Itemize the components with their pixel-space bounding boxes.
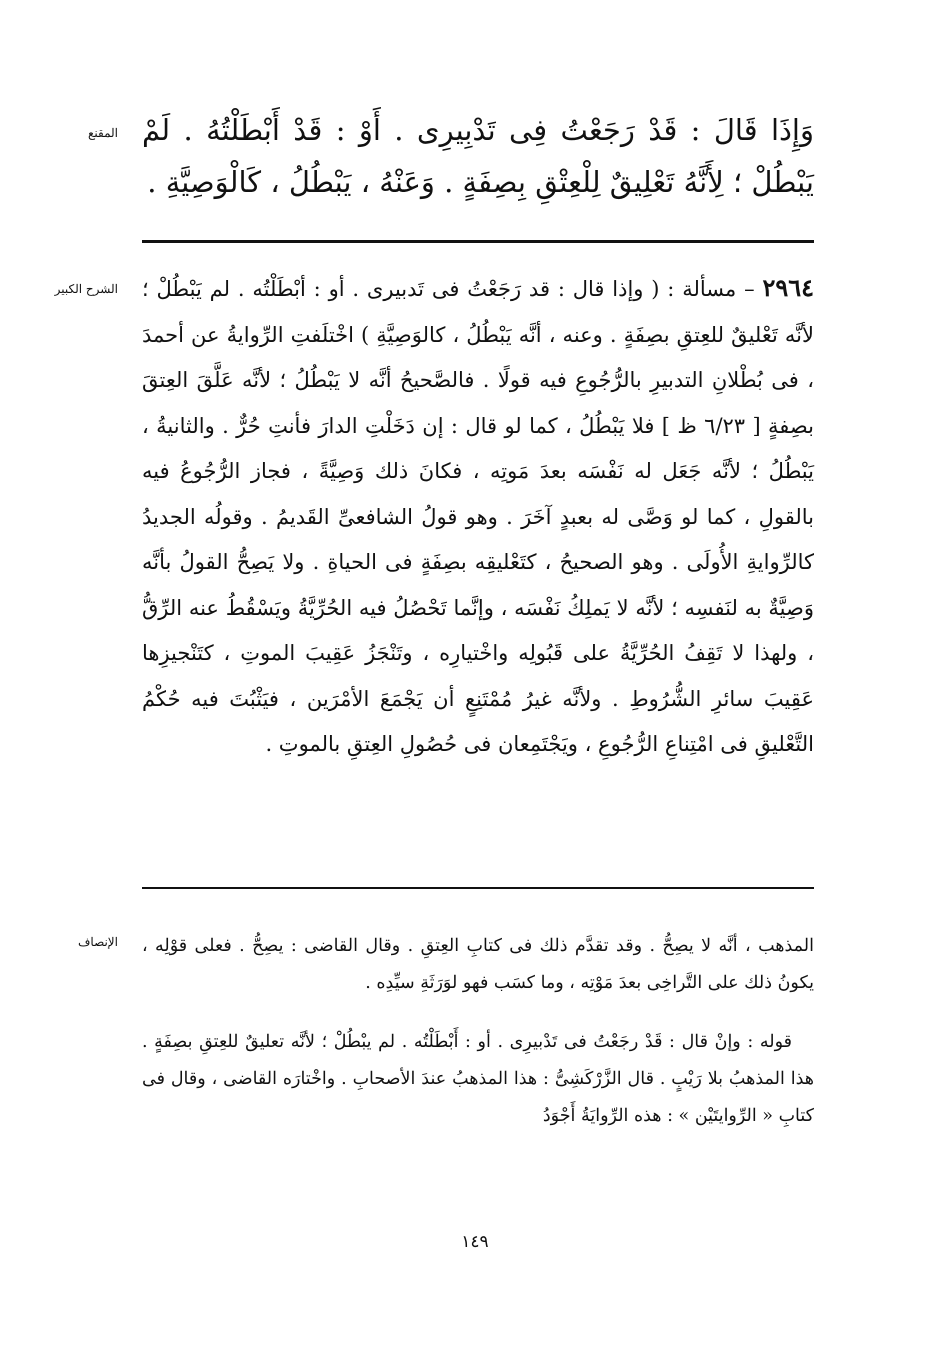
label-insaf: الإنصاف [77,935,118,949]
label-muqni: المقنع [87,126,118,140]
label-sharh: الشرح الكبير [54,282,118,296]
sharh-text: – مسألة : ( وإذا قال : قد رَجَعْتُ فى تَدبيرى . أو : أبْطَلْتُه . لم يَبْطُلْ ؛ لأنَّه تَعْليقٌ للعِتقِ بصِفَةٍ . وعنه ، أنَّه يَبْطُلُ ، كالوَصِيَّةِ ) اخْتلَفتِ الرِّوايةُ عن أحمدَ ، فى بُطْلانِ التدبيرِ بالرُّجُوعِ فيه قولًا . فالصَّحيحُ أنَّه لا يَبْطُلُ ؛ لأنَّه عَلَّقَ العِتقَ بصِفةٍ [ ٦/٢٣ ظ ] فلا يَبْطُلُ ، كما لو قال : إن دَخَلْتِ الدارَ فأنتِ حُرٌّ . والثانيةُ ، يَبْطُلُ ؛ لأنَّه جَعَل له نَفْسَه بعدَ مَوتِه ، فكانَ ذلك وَصِيَّةً ، فجاز الرُّجُوعُ فيه بالقولِ ، كما لو وَصَّى له بعبدٍ آخَرَ . وهو قولُ الشافعىِّ القَديمُ . وقولُه الجديدُ كالرِّوايةِ الأُولَى . وهو الصحيحُ ، كتَعْليقِه بصِفَةٍ فى الحياةِ . ولا يَصِحُّ القولُ بأنَّه وَصِيَّةٌ به لنَفسِه ؛ لأنَّه لا يَملِكُ نَفْسَه ، وإنَّما تَحْصُلُ فيه الحُرِّيَّةُ ويَسْقُطُ عنه الرِّقُّ ، ولهذا لا تَقِفُ الحُرِّيَّةُ على قَبُولِه واخْتيارِه ، وتَنْجَزُ عَقِيبَ الموتِ ، كتَنْجيزِها عَقِيبَ سائرِ الشُّرُوطِ . ولأنَّه غيرُ مُمْتَنِعٍ أن يَجْمَعَ الأمْرَين ، فيَثْبُتَ فيه حُكْمُ التَّعْليقِ فى امْتِناعِ الرُّجُوعِ ، ويَجْتَمِعان فى حُصُولِ العِتقِ بالموتِ . [142,277,814,756]
thin-divider [142,887,814,889]
sharh-text-block [142,265,814,768]
issue-number: ٢٩٦٤ [762,273,814,302]
insaf-text-2: قوله : وإنْ قال : قَدْ رجَعْتُ فى تَدْبيرِى . أو : أَبْطَلْتُه . لم يبْطُلْ ؛ لأنَّه تعليقٌ للعِتقِ بصِفَةٍ . هذا المذهبُ بلا رَيْبٍ . قال الزَّرْكَشِىُّ : هذا المذهبُ عندَ الأصحابِ . واخْتارَه القاضى ، وقال فى كتابِ « الرِّوايتَيْن » : هذه الرِّوايَةُ أَجْوَدُ [142,1032,814,1126]
sharh-paragraph [142,265,814,768]
muqni-text: وَإِذَا قَالَ : قَدْ رَجَعْتُ فِى تَدْبِيرِى . أَوْ : قَدْ أَبْطَلْتُهُ . لَمْ يَبْطُلْ ؛ لِأَنَّهُ تَعْلِيقٌ لِلْعِتْقِ بِصِفَةٍ . وَعَنْهُ ، يَبْطُلُ ، كَالْوَصِيَّةِ . [142,113,814,199]
insaf-paragraph-2 [142,1024,814,1135]
thick-divider [142,240,814,243]
insaf-paragraph-1 [142,928,814,1002]
page-number: ١٤٩ [461,1232,489,1252]
muqni-text-block [142,104,814,208]
insaf-text-1: المذهب ، أنَّه لا يصِحُّ . وقد تقدَّم ذلك فى كتابِ العِتقِ . وقال القاضى : يصِحُّ . فعلى قوْلِه ، يكونُ ذلك على التَّراخِى بعدَ مَوْتِه ، وما كسَب فهو لوَرَثَةِ سيِّدِه . [142,936,814,993]
